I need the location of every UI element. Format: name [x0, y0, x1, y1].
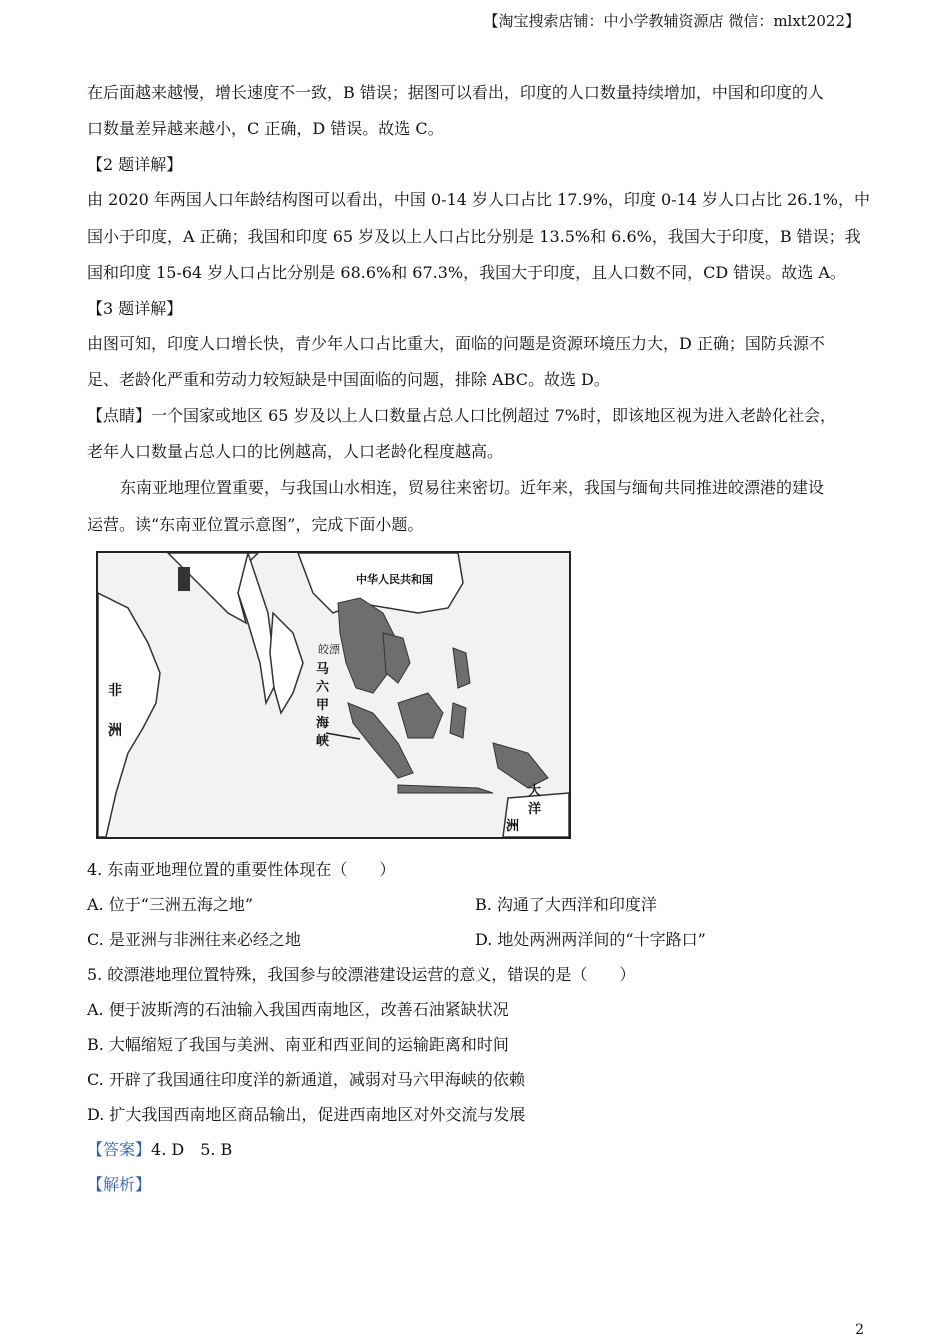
text-line: 由图可知，印度人口增长快，青少年人口占比重大，面临的问题是资源环境压力大，D 正确；国防兵源不: [87, 334, 825, 353]
text-line: 国和印度 15-64 岁人口占比分别是 68.6%和 67.3%，我国大于印度，且人口数不同，CD 错误。故选 A。: [87, 263, 846, 282]
q4-option-b: B. 沟通了大西洋和印度洋: [475, 895, 657, 914]
text-line: 由 2020 年两国人口年龄结构图可以看出，中国 0-14 岁人口占比 17.9%，印度 0-14 岁人口占比 26.1%，中: [87, 190, 870, 209]
page-number: 2: [855, 1322, 864, 1338]
answer-text: 4. D 5. B: [151, 1140, 233, 1159]
answer-line: [87, 1140, 232, 1160]
label-malacca-strait: 马六甲海峡: [316, 662, 330, 749]
section-heading: 【3 题详解】: [87, 299, 183, 318]
label-australia: 洲: [506, 819, 520, 834]
text-line: 口数量差异越来越小，C 正确，D 错误。故选 C。: [87, 119, 444, 138]
passage-line: 东南亚地理位置重要，与我国山水相连，贸易往来密切。近年来，我国与缅甸共同推进皎漂港的建设: [120, 478, 825, 497]
tip-line: 【点睛】一个国家或地区 65 岁及以上人口数量占总人口比例超过 7%时，即该地区视为进入老龄化社会，: [87, 406, 837, 425]
answer-tag: 【答案】: [87, 1140, 152, 1159]
q5-option-c: C. 开辟了我国通往印度洋的新通道，减弱对马六甲海峡的依赖: [87, 1070, 525, 1089]
q5-option-a: A. 便于波斯湾的石油输入我国西南地区，改善石油紧缺状况: [87, 1000, 509, 1019]
question-5-stem: 5. 皎漂港地理位置特殊，我国参与皎漂港建设运营的意义，错误的是（ ）: [87, 965, 636, 984]
label-africa: 非洲: [108, 683, 122, 739]
text-line: 在后面越来越慢，增长速度不一致，B 错误；据图可以看出，印度的人口数量持续增加，中国和印度的人: [87, 83, 824, 102]
q4-option-a: A. 位于“三洲五海之地”: [87, 895, 254, 914]
page-header: 【淘宝搜索店铺：中小学教辅资源店 微信：mlxt2022】: [483, 12, 860, 30]
label-ocean: 大洋: [528, 784, 542, 817]
q5-option-b: B. 大幅缩短了我国与美洲、南亚和西亚间的运输距离和时间: [87, 1035, 509, 1054]
label-kyaukpyu: 皎漂: [318, 643, 340, 656]
text-line: 国小于印度，A 正确；我国和印度 65 岁及以上人口占比分别是 13.5%和 6.6%，我国大于印度，B 错误；我: [87, 227, 861, 246]
southeast-asia-map: [96, 551, 571, 839]
text-line: 足、老龄化严重和劳动力较短缺是中国面临的问题，排除 ABC。故选 D。: [87, 370, 610, 389]
q4-option-c: C. 是亚洲与非洲往来必经之地: [87, 930, 301, 949]
tip-line: 老年人口数量占总人口的比例越高，人口老龄化程度越高。: [87, 442, 504, 461]
analysis-tag: 【解析】: [87, 1175, 152, 1194]
map-drawing: [98, 553, 569, 837]
label-china: 中华人民共和国: [356, 573, 433, 586]
passage-line: 运营。读“东南亚位置示意图”，完成下面小题。: [87, 515, 424, 534]
q4-option-d: D. 地处两洲两洋间的“十字路口”: [475, 930, 706, 949]
question-4-stem: 4. 东南亚地理位置的重要性体现在（ ）: [87, 860, 396, 879]
q5-option-d: D. 扩大我国西南地区商品输出，促进西南地区对外交流与发展: [87, 1105, 526, 1124]
section-heading: 【2 题详解】: [87, 155, 183, 174]
